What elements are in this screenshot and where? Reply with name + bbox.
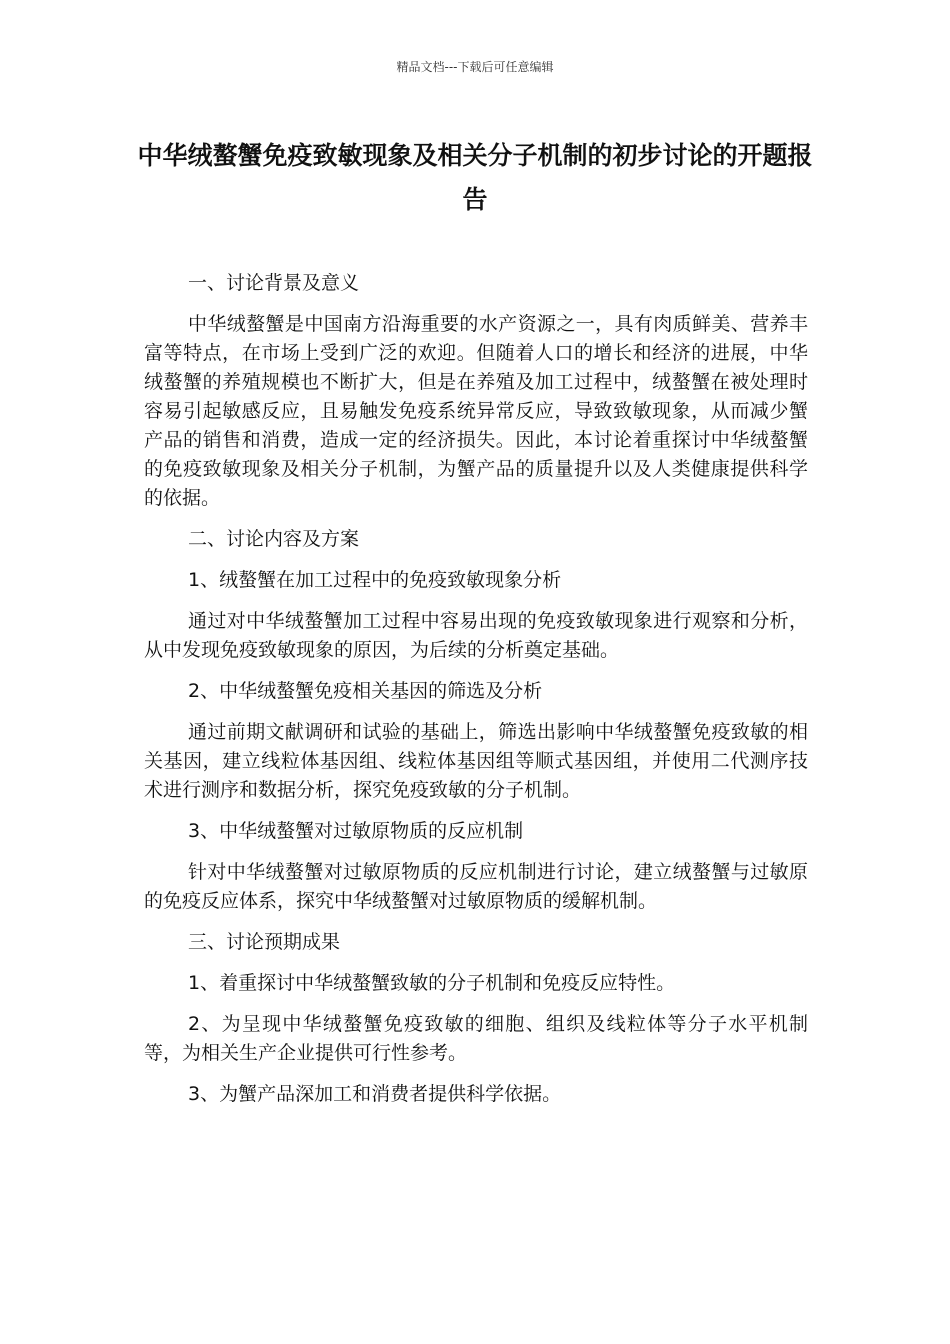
header-note: 精品文档---下载后可任意编辑	[396, 60, 554, 74]
paragraph-background: 中华绒螯蟹是中国南方沿海重要的水产资源之一，具有肉质鲜美、营养丰富等特点，在市场上受到广泛的欢迎。但随着人口的增长和经济的进展，中华绒螯蟹的养殖规模也不断扩大，但是在养殖及加工过程中，绒螯蟹在被处理时容易引起敏感反应，且易触发免疫系统异常反应，导致致敏现象，从而减少蟹产品的销售和消费，造成一定的经济损失。因此，本讨论着重探讨中华绒螯蟹的免疫致敏现象及相关分子机制，为蟹产品的质量提升以及人类健康提供科学的依据。	[144, 313, 808, 509]
section-heading-background: 一、讨论背景及意义	[188, 272, 360, 294]
paragraph-3: 针对中华绒螯蟹对过敏原物质的反应机制进行讨论，建立绒螯蟹与过敏原的免疫反应体系，探究中华绒螯蟹对过敏原物质的缓解机制。	[144, 861, 808, 912]
subheading-1: 1、绒螯蟹在加工过程中的免疫致敏现象分析	[188, 569, 562, 591]
subheading-2: 2、中华绒螯蟹免疫相关基因的筛选及分析	[188, 680, 543, 702]
section-heading-content: 二、讨论内容及方案	[188, 528, 360, 550]
result-item-1: 1、着重探讨中华绒螯蟹致敏的分子机制和免疫反应特性。	[188, 972, 676, 994]
result-item-3: 3、为蟹产品深加工和消费者提供科学依据。	[188, 1083, 562, 1105]
section-heading-results: 三、讨论预期成果	[188, 931, 341, 953]
result-item-2: 2、为呈现中华绒螯蟹免疫致敏的细胞、组织及线粒体等分子水平机制等，为相关生产企业提供可行性参考。	[144, 1013, 808, 1064]
paragraph-1: 通过对中华绒螯蟹加工过程中容易出现的免疫致敏现象进行观察和分析，从中发现免疫致敏现象的原因，为后续的分析奠定基础。	[144, 610, 808, 661]
paragraph-2: 通过前期文献调研和试验的基础上，筛选出影响中华绒螯蟹免疫致敏的相关基因，建立线粒体基因组、线粒体基因组等顺式基因组，并使用二代测序技术进行测序和数据分析，探究免疫致敏的分子机制。	[144, 721, 808, 801]
document-body	[144, 269, 808, 1109]
document-title: 中华绒螯蟹免疫致敏现象及相关分子机制的初步讨论的开题报告	[137, 141, 813, 214]
subheading-3: 3、中华绒螯蟹对过敏原物质的反应机制	[188, 820, 524, 842]
